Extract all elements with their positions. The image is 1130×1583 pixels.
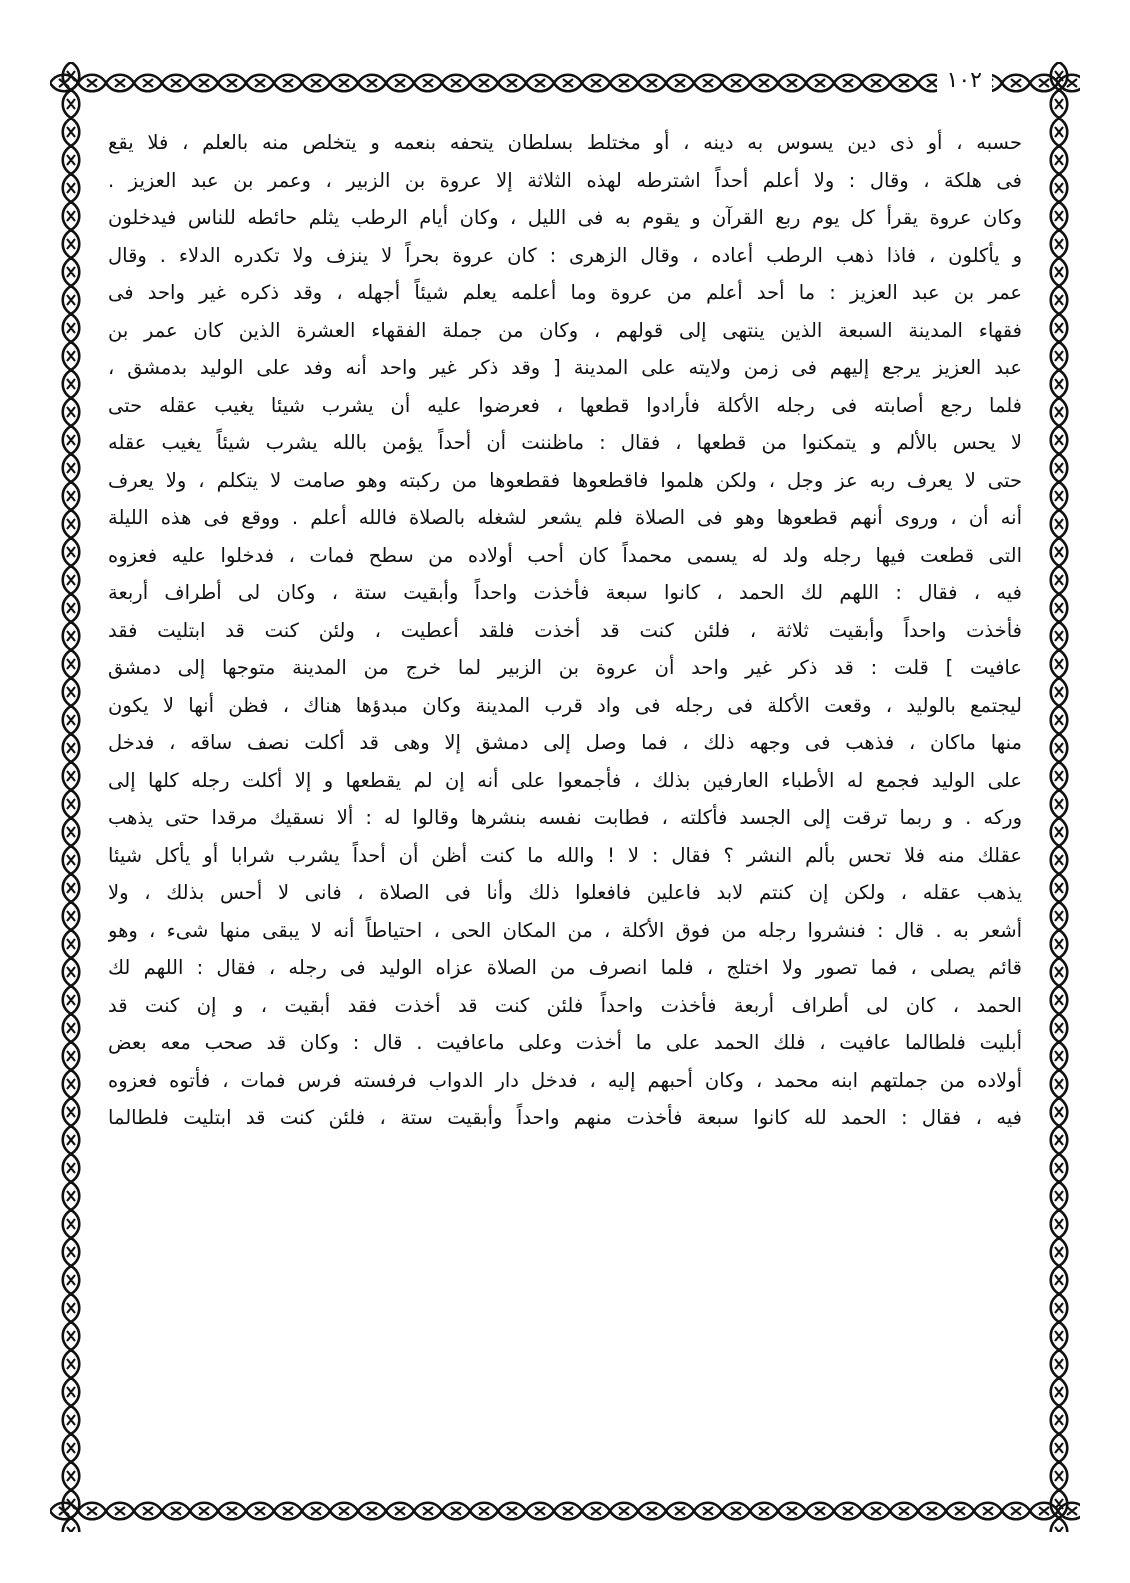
text-line: على الوليد فجمع له الأطباء العارفين بذلك ، فأجمعوا على أنه إن لم يقطعها و إلا أكلت رجله كلها إلى	[108, 768, 1022, 792]
text-line: أولاده من جملتهم ابنه محمد ، وكان أحبهم إليه ، فدخل دار الدواب فرفسته فرس فمات ، فأتوه فعزوه	[108, 1068, 1022, 1092]
text-line: منها ماكان ، فذهب فى وجهه ذلك ، فما وصل إلى دمشق إلا وهى قد أكلت نصف ساقه ، فدخل	[108, 731, 1022, 754]
chain-ornament-left	[50, 62, 92, 1532]
chain-link-path	[1051, 62, 1068, 1532]
text-line: لا يحس بالألم و يتمكنوا من قطعها ، فقال : ماظننت أن أحداً يؤمن بالله يشرب شيئاً يغيب عقله	[108, 431, 1022, 454]
page-body-text	[108, 124, 1022, 1474]
chain-knot-path	[1055, 71, 1063, 1532]
text-line: حتى لا يعرف ربه عز وجل ، ولكن هلموا فاقطعوها فقطعوها من ركبته وهو صامت لا يتكلم ، ولا يعرف	[108, 468, 1022, 492]
text-line: فقهاء المدينة السبعة الذين ينتهى إلى قولهم ، وكان من جملة الفقهاء العشرة الذين كان عمر بن	[108, 318, 1022, 342]
page-number: ١٠٢	[937, 66, 992, 96]
text-line: عمر بن عبد العزيز : ما أحد أعلم من عروة وما أعلمه يعلم شيئاً أجهله ، وقد ذكره غير واحد فى	[108, 281, 1022, 304]
chain-ornament-bottom	[50, 1490, 1080, 1532]
ornamental-border-right	[1038, 62, 1080, 1532]
text-line: ليجتمع بالوليد ، وقعت الأكلة فى رجله فى واد قرب المدينة وكان مبدؤها هناك ، فظن أنها لا يكون	[108, 693, 1022, 717]
ornamental-border-top	[50, 62, 1080, 104]
text-line: قائم يصلى ، فما تصور ولا اختلج ، فلما انصرف من الصلاة عزاه الوليد فى رجله ، فقال : اللهم لك	[108, 956, 1022, 979]
text-line: حسبه ، أو ذى دين يسوس به دينه ، أو مختلط بسلطان يتحفه بنعمه و يتخلص منه بالعلم ، فلا يقع	[108, 131, 1022, 154]
text-line: فى هلكة ، وقال : ولا أعلم أحداً اشترطه لهذه الثلاثة إلا عروة بن الزبير ، وعمر بن عبد العزيز .	[108, 168, 1022, 192]
page-frame	[50, 62, 1080, 1532]
text-line: فيه ، فقال : اللهم لك الحمد ، كانوا سبعة فأخذت واحداً وأبقيت ستة ، وكان لى أطراف أربعة	[108, 581, 1022, 604]
text-line: الحمد ، كان لى أطراف أربعة فأخذت واحداً فلئن كنت قد أخذت فقد أبقيت ، و إن كنت قد	[108, 993, 1022, 1017]
ornamental-border-left	[50, 62, 92, 1532]
chain-ornament-top	[50, 62, 1080, 104]
text-line: وكان عروة يقرأ كل يوم ربع القرآن و يقوم به فى الليل ، وكان أيام الرطب يثلم حائطه للناس فيدخلون	[108, 206, 1022, 229]
text-line: أشعر به . قال : فنشروا رجله من فوق الأكلة ، من المكان الحى ، احتياطاً أنه لا يبقى منها شىء ، وهو	[108, 918, 1022, 942]
text-line: عافيت ] قلت : قد ذكر غير واحد أن عروة بن الزبير لما خرج من المدينة متوجها إلى دمشق	[108, 656, 1022, 679]
text-line: يذهب عقله ، ولكن إن كنتم لابد فاعلين فافعلوا ذلك وأنا فى الصلاة ، فانى لا أحس بذلك ، ولا	[108, 881, 1022, 904]
ornamental-border-bottom	[50, 1490, 1080, 1532]
chain-ornament-right	[1038, 62, 1080, 1532]
chain-knot-path	[67, 71, 75, 1532]
chain-link-path	[63, 62, 80, 1532]
text-line: أنه أن ، وروى أنهم قطعوها وهو فى الصلاة فلم يشعر لشغله بالصلاة فالله أعلم . ووقع فى هذه الليلة	[108, 506, 1022, 529]
text-line: التى قطعت فيها رجله ولد له يسمى محمداً كان أحب أولاده من سطح فمات ، فدخلوا عليه فعزوه	[108, 543, 1022, 567]
chain-knot-path	[59, 79, 1080, 87]
text-line: فأخذت واحداً وأبقيت ثلاثة ، فلئن كنت قد أخذت فلقد أعطيت ، ولئن كنت قد ابتليت فقد	[108, 618, 1022, 642]
text-line: عقلك منه فلا تحس بألم النشر ؟ فقال : لا ! والله ما كنت أظن أن أحداً يشرب شرابا أو يأكل شيئا	[108, 843, 1022, 867]
text-line: وركه . و ربما ترقت إلى الجسد فأكلته ، فطابت نفسه بنشرها وقالوا له : ألا نسقيك مرقدا حتى يذهب	[108, 806, 1022, 829]
text-line: و يأكلون ، فاذا ذهب الرطب أعاده ، وقال الزهرى : كان عروة بحراً لا ينزف ولا تكدره الدلاء . وقال	[108, 243, 1022, 267]
text-line: فيه ، فقال : الحمد لله كانوا سبعة فأخذت منهم واحداً وأبقيت ستة ، فلئن كنت قد ابتليت فلطالما	[108, 1106, 1022, 1129]
text-line: أبليت فلطالما عافيت ، فلك الحمد على ما أخذت وعلى ماعافيت . قال : وكان قد صحب معه بعض	[108, 1031, 1022, 1054]
chain-knot-path	[59, 1507, 1080, 1515]
text-line: فلما رجع أصابته فى رجله الأكلة فأرادوا قطعها ، فعرضوا عليه أن يشرب شيئا يغيب عقله حتى	[108, 393, 1022, 417]
text-line: عبد العزيز يرجع إليهم فى زمن ولايته على المدينة [ وقد ذكر غير واحد أنه وفد على الوليد بدمشق ،	[108, 356, 1022, 379]
